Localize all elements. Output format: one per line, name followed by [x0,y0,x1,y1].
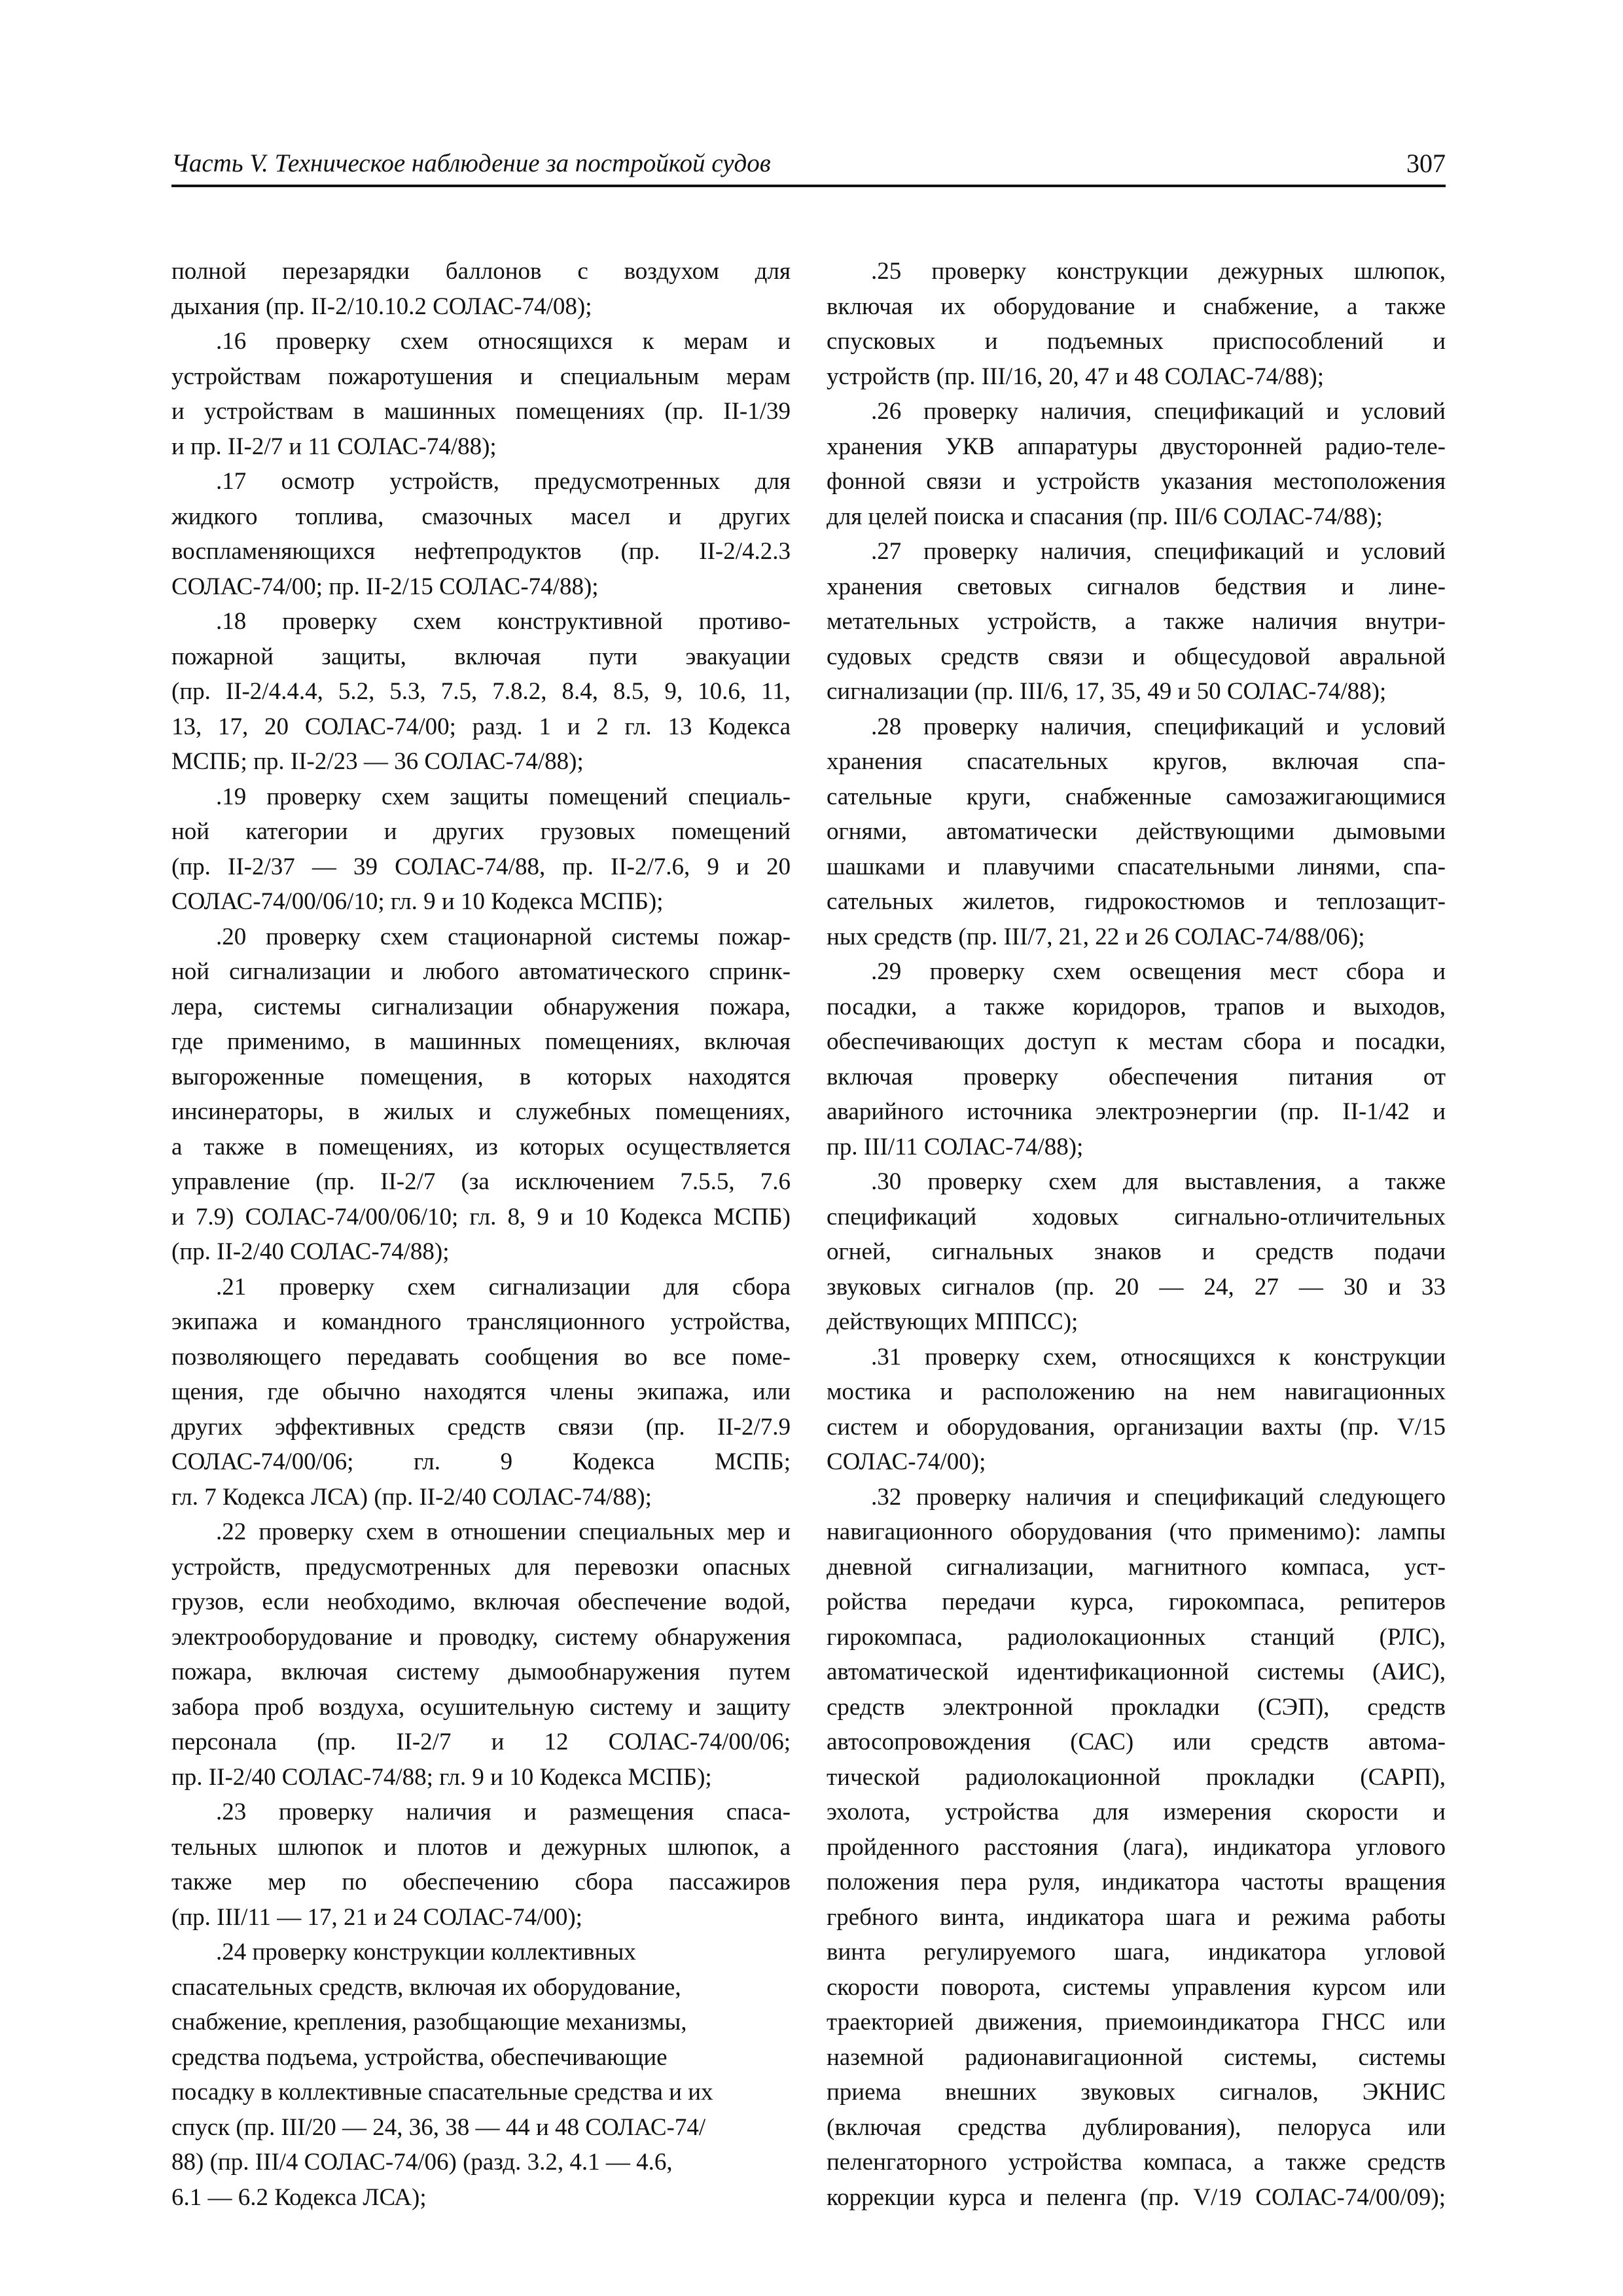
text-line: включая проверку обеспечения питания от [827,1063,1446,1090]
text-line: судовых средств связи и общесудовой авральной [827,643,1446,670]
text-line: пройденного расстояния (лага), индикатора углового [827,1833,1446,1861]
text-line: коррекции курса и пеленга (пр. V/19 СОЛАС-74/00/09); [827,2183,1446,2211]
text-line: винта регулируемого шага, индикатора угловой [827,1939,1446,1965]
text-line: огнями, автоматически действующими дымовыми [827,818,1446,845]
text-line: дыхания (пр. II-2/10.10.2 СОЛАС-74/08); [171,293,592,320]
text-line: спуск (пр. III/20 — 24, 36, 38 — 44 и 48 СОЛАС-74/ [171,2113,706,2141]
text-line: хранения световых сигналов бедствия и лине- [827,573,1446,600]
text-line: средства подъема, устройства, обеспечивающие [171,2043,668,2071]
text-line: для целей поиска и спасания (пр. III/6 СОЛАС-74/88); [827,503,1383,530]
text-line: сательных жилетов, гидрокостюмов и теплозащит- [827,888,1446,915]
text-line: экипажа и командного трансляционного устройства, [171,1308,791,1335]
text-line: выгороженные помещения, в которых находятся [171,1063,791,1090]
text-line: (пр. III/11 — 17, 21 и 24 СОЛАС-74/00); [171,1903,582,1931]
text-line: скорости поворота, системы управления курсом или [827,1973,1446,2001]
left-column [171,254,791,2215]
text-line: ройства передачи курса, гирокомпаса, репитеров [827,1588,1446,1615]
text-line: огней, сигнальных знаков и средств подачи [827,1238,1446,1265]
text-line: снабжение, крепления, разобщающие механизмы, [171,2009,687,2036]
text-line: (пр. II-2/4.4.4, 5.2, 5.3, 7.5, 7.8.2, 8.4, 8.5, 9, 10.6, 11, [171,678,791,705]
text-line: спецификаций ходовых сигнально-отличительных [827,1203,1446,1230]
text-line: МСПБ; пр. II-2/23 — 36 СОЛАС-74/88); [171,748,584,775]
text-line: позволяющего передавать сообщения во все поме- [171,1343,791,1371]
text-line: (пр. II-2/37 — 39 СОЛАС-74/88, пр. II-2/7.6, 9 и 20 [171,853,791,880]
text-line: и пр. II-2/7 и 11 СОЛАС-74/88); [171,433,497,460]
text-line: фонной связи и устройств указания местоположения [827,468,1446,495]
text-line: тельных шлюпок и плотов и дежурных шлюпок, а [171,1833,791,1861]
text-line: траекторией движения, приемоиндикатора ГНСС или [827,2009,1446,2036]
text-line: ной категории и других грузовых помещений [171,818,791,845]
running-header [171,145,1446,187]
paragraph [171,464,791,604]
text-line: электрооборудование и проводку, систему обнаружения [171,1623,791,1651]
text-line: .23 проверку наличия и размещения спаса- [216,1799,791,1825]
text-line: включая их оборудование и снабжение, а также [827,293,1446,320]
paragraph [171,604,791,780]
text-line: автосопровождения (САС) или средств автома- [827,1729,1446,1755]
text-line: 13, 17, 20 СОЛАС-74/00; разд. 1 и 2 гл. 13 Кодекса [171,713,791,740]
text-line: дневной сигнализации, магнитного компаса, уст- [827,1553,1446,1581]
text-line: СОЛАС-74/00/06/10; гл. 9 и 10 Кодекса МСПБ); [171,888,664,915]
text-line: аварийного источника электроэнергии (пр. II-1/42 и [827,1098,1446,1125]
paragraph [171,1515,791,1795]
text-line: спасательных средств, включая их оборудование, [171,1973,681,2001]
text-line: и устройствам в машинных помещениях (пр. II-1/39 [171,398,791,425]
text-line: автоматической идентификационной системы (АИС), [827,1659,1446,1685]
text-line: забора проб воздуха, осушительную систему и защиту [171,1693,791,1721]
text-line: ных средств (пр. III/7, 21, 22 и 26 СОЛАС-74/88/06); [827,923,1365,950]
text-line: навигационного оборудования (что применимо): лампы [827,1518,1446,1545]
text-line: щения, где обычно находятся члены экипажа, или [171,1378,791,1405]
text-line: других эффективных средств связи (пр. II-2/7.9 [171,1413,791,1441]
paragraph [827,394,1446,534]
text-line: жидкого топлива, смазочных масел и других [171,503,791,530]
text-line: СОЛАС-74/00/06; гл. 9 Кодекса МСПБ; [171,1448,791,1475]
text-line: пожара, включая систему дымообнаружения путем [171,1659,791,1685]
text-line: .31 проверку схем, относящихся к конструкции [871,1343,1446,1371]
paragraph [171,1935,791,2215]
paragraph [171,1270,791,1515]
text-line: гребного винта, индикатора шага и режима работы [827,1903,1446,1931]
text-line: пожарной защиты, включая пути эвакуации [171,643,791,670]
paragraph [171,254,791,324]
text-line: .24 проверку конструкции коллективных [216,1939,636,1965]
text-line: 6.1 — 6.2 Кодекса ЛСА); [171,2183,427,2211]
text-line: .26 проверку наличия, спецификаций и условий [871,398,1446,425]
text-line: посадку в коллективные спасательные средства и их [171,2079,713,2106]
paragraph [827,1164,1446,1340]
paragraph [171,780,791,920]
text-line: (включая средства дублирования), пелоруса или [827,2113,1446,2141]
text-line: ной сигнализации и любого автоматического спринк- [171,958,791,985]
text-line: тической радиолокационной прокладки (САРП), [827,1763,1446,1791]
text-line: устройствам пожаротушения и специальным мерам [171,363,791,390]
text-line: метательных устройств, а также наличия внутри- [827,608,1446,635]
text-line: пр. III/11 СОЛАС-74/88); [827,1133,1084,1160]
text-line: гл. 7 Кодекса ЛСА) (пр. II-2/40 СОЛАС-74/88); [171,1483,652,1511]
text-line: .16 проверку схем относящихся к мерам и [216,328,791,355]
paragraph [171,920,791,1270]
text-line: .19 проверку схем защиты помещений специаль- [216,783,791,810]
text-line: .30 проверку схем для выставления, а также [871,1168,1446,1195]
text-line: .29 проверку схем освещения мест сбора и [871,958,1446,985]
text-line: (пр. II-2/40 СОЛАС-74/88); [171,1238,450,1265]
text-line: где применимо, в машинных помещениях, включая [171,1028,791,1055]
text-line: грузов, если необходимо, включая обеспечение водой, [171,1588,791,1615]
text-line: мостика и расположению на нем навигационных [827,1378,1446,1405]
text-line: полной перезарядки баллонов с воздухом для [171,258,791,285]
text-line: пр. II-2/40 СОЛАС-74/88; гл. 9 и 10 Кодекса МСПБ); [171,1763,712,1791]
text-line: сигнализации (пр. III/6, 17, 35, 49 и 50 СОЛАС-74/88); [827,678,1387,705]
right-column [827,254,1446,2215]
text-line: действующих МППСС); [827,1308,1079,1335]
text-line: лера, системы сигнализации обнаружения пожара, [171,993,791,1020]
text-line: средств электронной прокладки (СЭП), средств [827,1693,1446,1721]
header-title: Часть V. Техническое наблюдение за постройкой судов [171,149,771,177]
text-line: наземной радионавигационной системы, системы [827,2043,1446,2071]
text-line: гирокомпаса, радиолокационных станций (РЛС), [827,1623,1446,1651]
paragraph [827,954,1446,1164]
text-line: устройств, предусмотренных для перевозки опасных [171,1553,791,1581]
text-line: положения пера руля, индикатора частоты вращения [827,1869,1446,1895]
text-line: .25 проверку конструкции дежурных шлюпок, [871,258,1446,285]
paragraph [171,324,791,464]
text-line: СОЛАС-74/00; пр. II-2/15 СОЛАС-74/88); [171,573,599,600]
paragraph [827,1480,1446,2215]
text-line: устройств (пр. III/16, 20, 47 и 48 СОЛАС-74/88); [827,363,1324,390]
text-line: СОЛАС-74/00); [827,1448,986,1475]
text-line: инсинераторы, в жилых и служебных помещениях, [171,1098,791,1125]
text-line: 88) (пр. III/4 СОЛАС-74/06) (разд. 3.2, 4.1 — 4.6, [171,2149,673,2176]
paragraph [827,534,1446,709]
text-line: персонала (пр. II-2/7 и 12 СОЛАС-74/00/06; [171,1729,791,1755]
text-line: .32 проверку наличия и спецификаций следующего [871,1483,1446,1511]
text-line: спусковых и подъемных приспособлений и [827,328,1446,355]
text-line: .21 проверку схем сигнализации для сбора [216,1273,791,1300]
text-line: также мер по обеспечению сбора пассажиров [171,1869,791,1895]
text-line: .20 проверку схем стационарной системы пожар- [216,923,791,950]
text-line: .22 проверку схем в отношении специальных мер и [216,1518,791,1545]
text-line: управление (пр. II-2/7 (за исключением 7.5.5, 7.6 [171,1168,791,1195]
text-line: сательные круги, снабженные самозажигающимися [827,783,1446,810]
text-line: .27 проверку наличия, спецификаций и условий [871,538,1446,565]
text-line: хранения спасательных кругов, включая спа- [827,748,1446,775]
text-line: пеленгаторного устройства компаса, а также средств [827,2149,1446,2176]
text-line: посадки, а также коридоров, трапов и выходов, [827,993,1446,1020]
paragraph [827,709,1446,955]
text-line: приема внешних звуковых сигналов, ЭКНИС [827,2079,1446,2106]
text-line: .18 проверку схем конструктивной противо- [216,608,791,635]
text-line: звуковых сигналов (пр. 20 — 24, 27 — 30 и 33 [827,1273,1446,1300]
paragraph [171,1795,791,1935]
text-line: .17 осмотр устройств, предусмотренных для [216,468,791,495]
text-line: воспламеняющихся нефтепродуктов (пр. II-2/4.2.3 [171,538,791,565]
paragraph [827,254,1446,394]
text-line: хранения УКВ аппаратуры двусторонней радио-теле- [827,433,1446,460]
paragraph [827,1340,1446,1480]
text-line: систем и оборудования, организации вахты (пр. V/15 [827,1413,1446,1441]
text-line: а также в помещениях, из которых осуществляется [171,1133,791,1160]
page-number: 307 [1406,149,1446,178]
text-line: шашками и плавучими спасательными линями, спа- [827,853,1446,880]
text-line: и 7.9) СОЛАС-74/00/06/10; гл. 8, 9 и 10 Кодекса МСПБ) [171,1203,791,1230]
text-line: .28 проверку наличия, спецификаций и условий [871,713,1446,740]
text-line: обеспечивающих доступ к местам сбора и посадки, [827,1028,1446,1055]
text-line: эхолота, устройства для измерения скорости и [827,1799,1446,1825]
